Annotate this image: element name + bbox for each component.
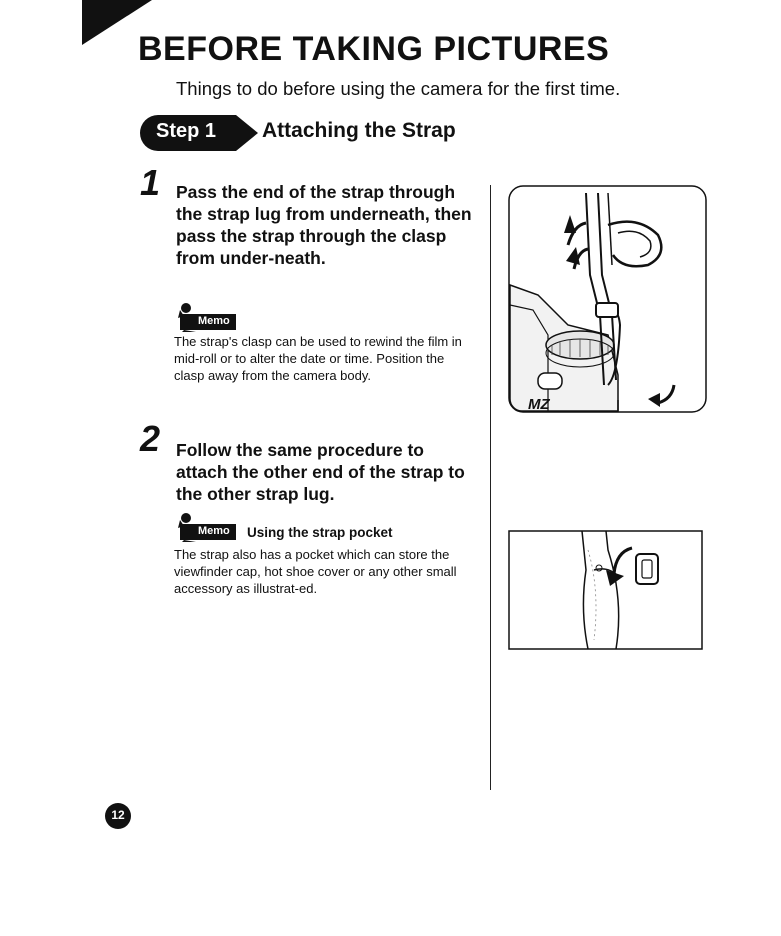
step-number-2: 2 <box>140 418 161 459</box>
memo-icon-label: Memo <box>198 315 230 327</box>
step-2-memo-text: The strap also has a pocket which can store the viewfinder cap, hot shoe cover or any other small accessory as illustrat-ed. <box>174 547 457 596</box>
memo-icon <box>176 300 238 337</box>
step-1-instruction: Pass the end of the strap through the strap lug from underneath, then pass the strap through the clasp from under-neath. <box>176 182 472 268</box>
memo-icon <box>176 510 238 547</box>
column-divider <box>490 185 491 790</box>
strap-attach-illustration <box>508 185 708 420</box>
step-number-1: 1 <box>140 162 161 203</box>
memo-icon-label: Memo <box>198 525 230 537</box>
page-subtitle: Things to do before using the camera for the first time. <box>176 78 621 99</box>
strap-pocket-illustration <box>508 530 704 657</box>
camera-model-label: MZ <box>528 396 550 413</box>
step-badge-label: Step 1 <box>156 120 217 142</box>
step-badge <box>138 113 260 153</box>
page-number: 12 <box>111 808 125 822</box>
section-title: Attaching the Strap <box>262 119 456 142</box>
step-1-memo-text: The strap's clasp can be used to rewind the film in mid-roll or to alter the date or time. Position the clasp away from the camera body. <box>174 334 462 383</box>
page-title: BEFORE TAKING PICTURES <box>138 30 610 68</box>
page-number-badge <box>105 803 131 829</box>
memo-heading: Using the strap pocket <box>247 525 393 540</box>
step-2-instruction: Follow the same procedure to attach the other end of the strap to the other strap lug. <box>176 440 465 504</box>
